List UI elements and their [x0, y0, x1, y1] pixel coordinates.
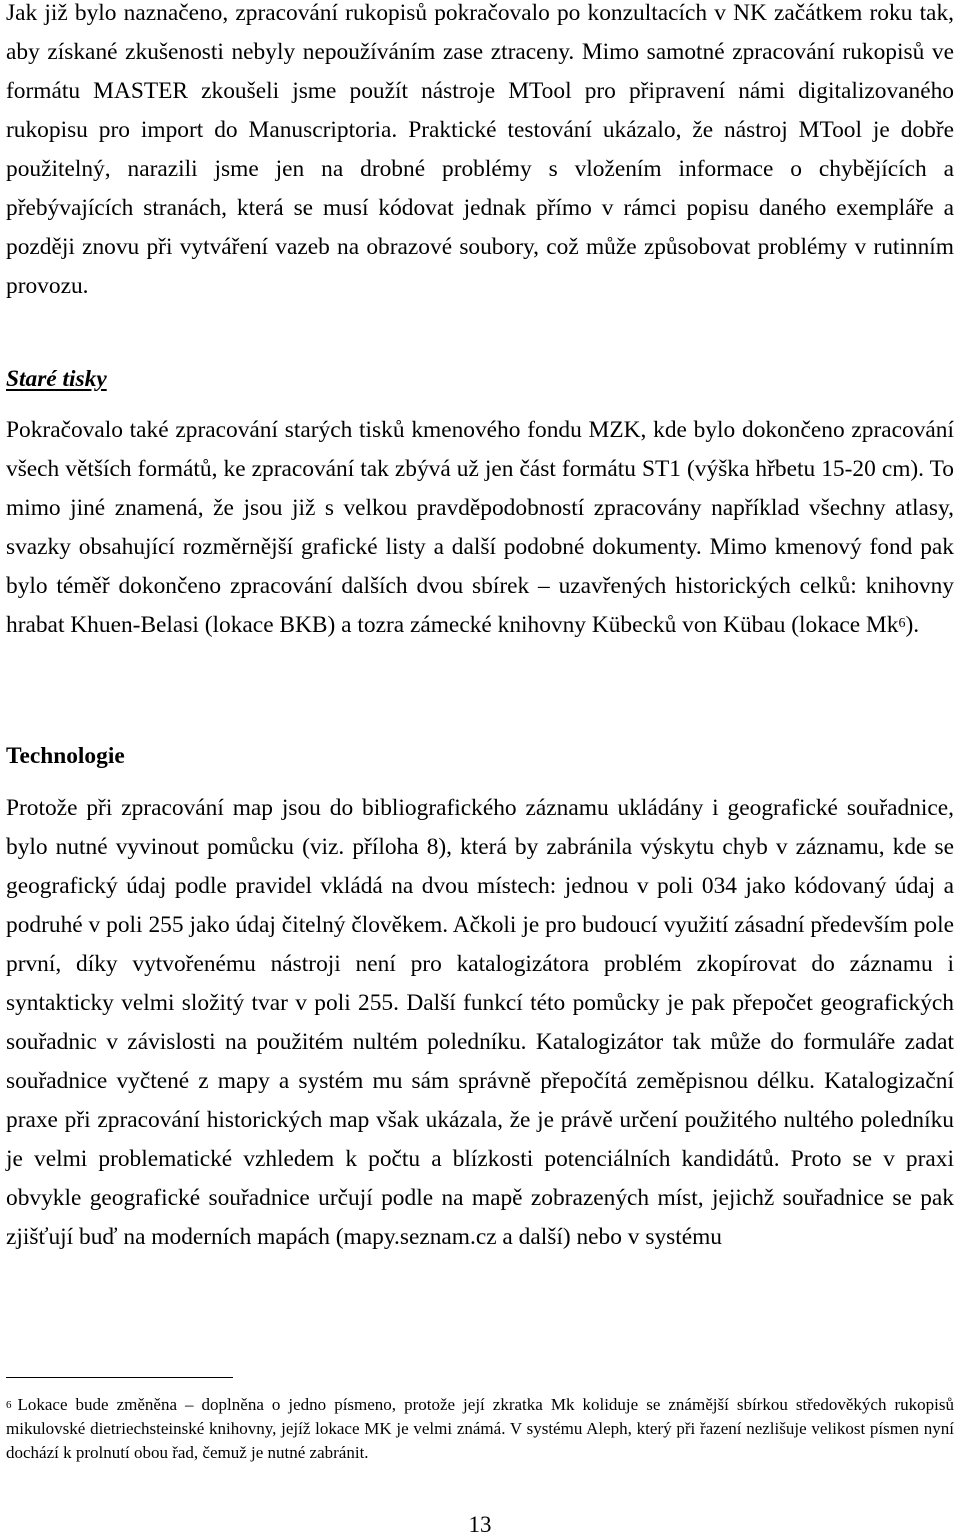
section-heading-old-prints-text: Staré tisky — [6, 366, 107, 392]
footnote-number: 6 — [6, 1399, 12, 1411]
page-number: 13 — [468, 1512, 492, 1537]
footnote-text: Lokace bude změněna – doplněna o jedno písmeno, protože její zkratka Mk koliduje se známější sbírkou středověkých rukopisů mikulovské dietriechsteinské knihovny, jejíž lokace MK je velmi známá. V systému Aleph, který při řazení nezlišuje velikost písmen nyní dochází k prolnutí obou řad, čemuž je nutné zabránit. — [6, 1395, 954, 1462]
footnote-separator — [6, 1377, 233, 1378]
paragraph-manuscripts: Jak již bylo naznačeno, zpracování rukopisů pokračovalo po konzultacích v NK začátkem roku tak, aby získané zkušenosti nebyly nepoužíváním zase ztraceny. Mimo samotné zpracování rukopisů ve formátu MASTER zkoušeli jsme použít nástroje MTool pro připravení námi digitalizovaného rukopisu pro import do Manuscriptoria. Praktické testování ukázalo, že nástroj MTool je dobře použitelný, narazili jsme jen na drobné problémy s vložením informace o chybějících a přebývajících stranách, která se musí kódovat jednak přímo v rámci popisu daného exempláře a později znovu při vytváření vazeb na obrazové soubory, což může způsobovat problémy v rutinním provozu. — [6, 0, 954, 299]
paragraph-old-prints-text: Pokračovalo také zpracování starých tisků kmenového fondu MZK, kde bylo dokončeno zpracování všech větších formátů, ke zpracování tak zbývá už jen část formátu ST1 (výška hřbetu 15-20 cm). To mimo jiné znamená, že jsou již s velkou pravděpodobností zpracovány například všechny atlasy, svazky obsahující rozměrnější grafické listy a další podobné dokumenty. Mimo kmenový fond pak bylo téměř dokončeno zpracování dalších dvou sbírek – uzavřených historických celků: knihovny hrabat Khuen-Belasi (lokace BKB) a tozra zámecké knihovny Kübecků von Kübau (lokace Mk — [6, 417, 954, 638]
paragraph-old-prints — [6, 411, 954, 645]
footnote — [6, 1393, 954, 1465]
paragraph-technology: Protože při zpracování map jsou do bibliografického záznamu ukládány i geografické souřadnice, bylo nutné vyvinout pomůcku (viz. příloha 8), která by zabránila výskytu chyb v záznamu, kde se geografický údaj podle pravidel vkládá na dvou místech: jednou v poli 034 jako kódovaný údaj a podruhé v poli 255 jako údaj čitelný člověkem. Ačkoli je pro budoucí využití zásadní především pole první, díky vytvořenému nástroji není pro katalogizátora problém zkopírovat do záznamu i syntakticky velmi složitý tvar v poli 255. Další funkcí této pomůcky je pak přepočet geografických souřadnic v závislosti na použitém nultém poledníku. Katalogizátor tak může do formuláře zadat souřadnice vyčtené z mapy a systém mu sám správně přepočítá zeměpisnou délku. Katalogizační praxe při zpracování historických map však ukázala, že je právě určení použitého nultého poledníku je velmi problematické vzhledem k počtu a blízkosti potenciálních kandidátů. Proto se v praxi obvykle geografické souřadnice určují podle na mapě zobrazených míst, jejichž souřadnice se pak zjišťují buď na moderních mapách (mapy.seznam.cz a další) nebo v systému — [6, 795, 954, 1250]
footnote-reference[interactable]: 6 — [898, 616, 906, 631]
section-heading-technology: Technologie — [6, 743, 125, 769]
paragraph-old-prints-end: ). — [905, 612, 920, 638]
section-heading-old-prints — [6, 360, 107, 399]
